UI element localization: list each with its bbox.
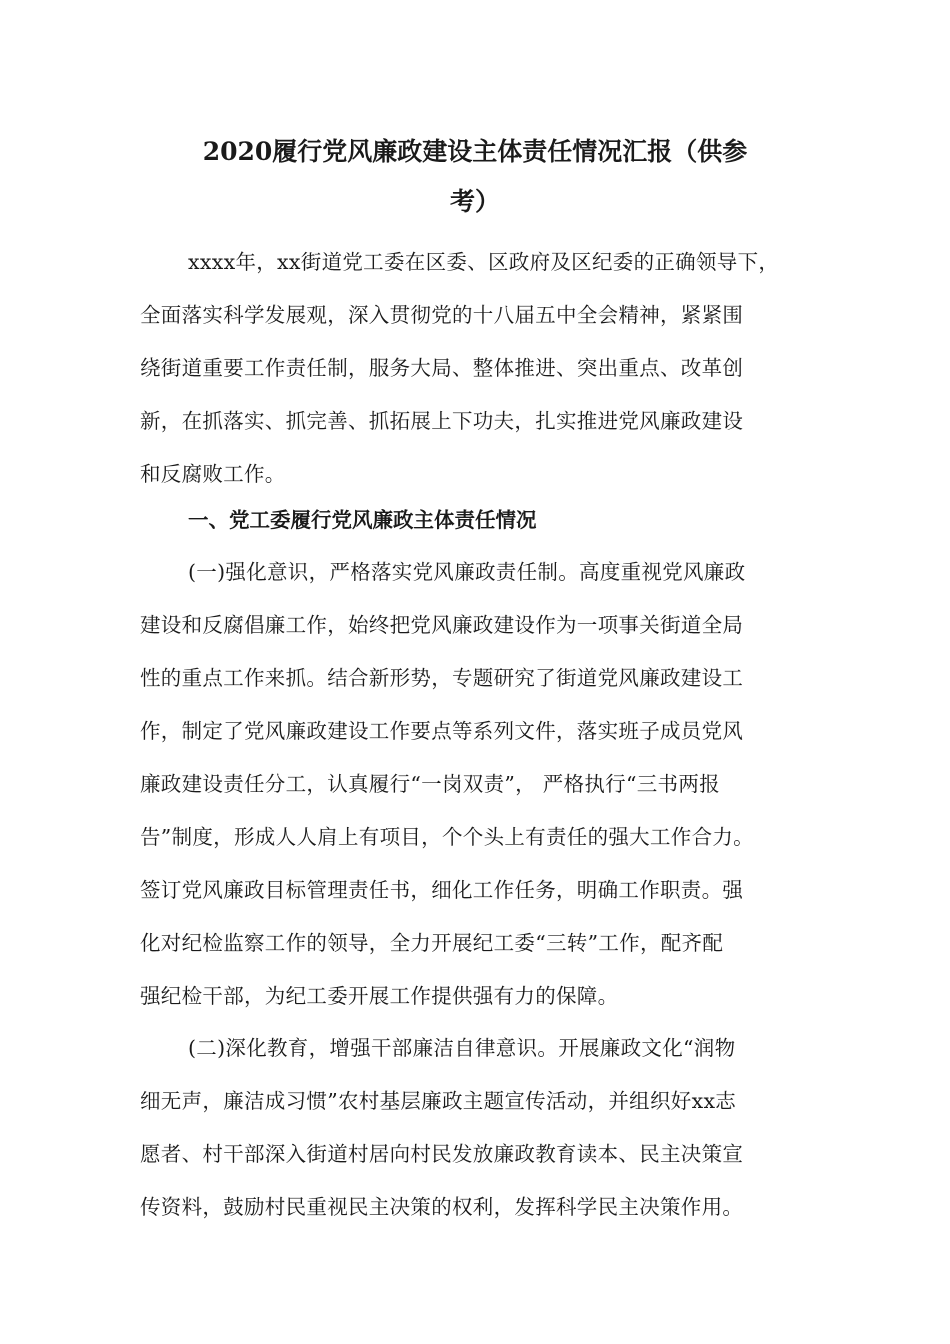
paragraph-line: 细无声，廉洁成习惯”农村基层廉政主题宣传活动，并组织好xx志 xyxy=(140,1089,737,1113)
paragraph-line: 作，制定了党风廉政建设工作要点等系列文件，落实班子成员党风 xyxy=(140,719,744,743)
paragraph-line: 新，在抓落实、抓完善、抓拓展上下功夫，扎实推进党风廉政建设 xyxy=(140,409,744,433)
paragraph-line: 告”制度，形成人人肩上有项目，个个头上有责任的强大工作合力。 xyxy=(140,825,754,849)
paragraph-section-1-item-2 xyxy=(140,1022,816,1234)
paragraph-line: 全面落实科学发展观，深入贯彻党的十八届五中全会精神，紧紧围 xyxy=(140,303,744,327)
paragraph-line: 强纪检干部，为纪工委开展工作提供强有力的保障。 xyxy=(140,984,619,1008)
paragraph-line: 建设和反腐倡廉工作，始终把党风廉政建设作为一项事关街道全局 xyxy=(140,613,744,637)
document-title-line-2: 考） xyxy=(449,187,500,216)
paragraph-line: xxxx年，xx街道党工委在区委、区政府及区纪委的正确领导下， xyxy=(188,250,780,274)
document-title-line-1: 2020履行党风廉政建设主体责任情况汇报（供参 xyxy=(202,137,748,166)
paragraph-line: 愿者、村干部深入街道村居向村民发放廉政教育读本、民主决策宣 xyxy=(140,1142,744,1166)
paragraph-intro xyxy=(140,236,816,501)
paragraph-line: 传资料，鼓励村民重视民主决策的权利，发挥科学民主决策作用。 xyxy=(140,1195,744,1219)
paragraph-line: 廉政建设责任分工，认真履行“一岗双责”， 严格执行“三书两报 xyxy=(140,772,720,796)
paragraph-line: 绕街道重要工作责任制，服务大局、整体推进、突出重点、改革创 xyxy=(140,356,744,380)
paragraph-line: 和反腐败工作。 xyxy=(140,462,286,486)
paragraph-line: 性的重点工作来抓。结合新形势，专题研究了街道党风廉政建设工 xyxy=(140,666,744,690)
paragraph-line: (二)深化教育，增强干部廉洁自律意识。开展廉政文化“润物 xyxy=(188,1036,736,1060)
paragraph-line: 签订党风廉政目标管理责任书，细化工作任务，明确工作职责。强 xyxy=(140,878,744,902)
section-heading-1: 一、党工委履行党风廉政主体责任情况 xyxy=(188,508,537,532)
paragraph-section-1-item-1 xyxy=(140,546,816,1023)
paragraph-line: 化对纪检监察工作的领导，全力开展纪工委“三转”工作，配齐配 xyxy=(140,931,724,955)
paragraph-line: (一)强化意识，严格落实党风廉政责任制。高度重视党风廉政 xyxy=(188,560,746,584)
